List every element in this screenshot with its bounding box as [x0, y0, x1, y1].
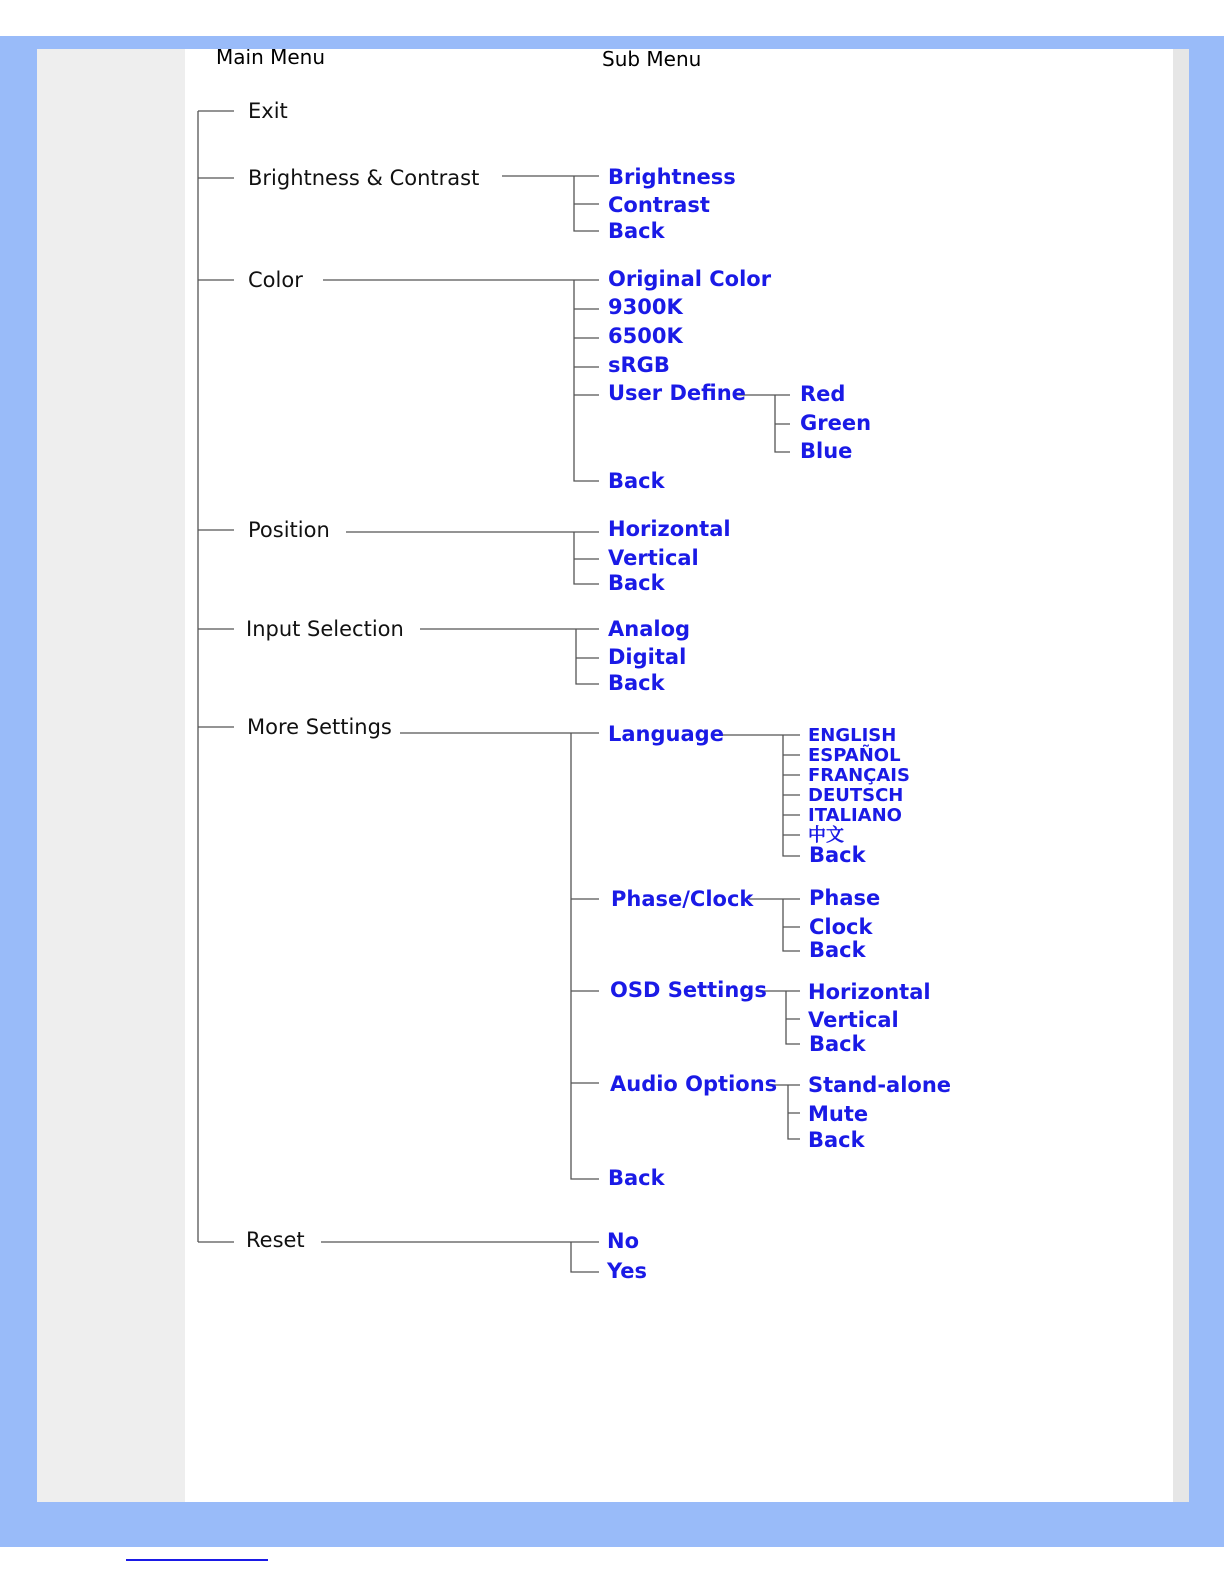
main-item-exit: Exit	[248, 99, 288, 123]
sub-item-back: Back	[608, 571, 665, 595]
sub-item-green: Green	[800, 411, 872, 435]
sub-item-osd-settings: OSD Settings	[610, 978, 767, 1002]
page-frame	[0, 36, 1224, 1547]
sub-item-9300k: 9300K	[608, 295, 683, 319]
sub-menu-header: Sub Menu	[602, 49, 702, 71]
sub-item-stand-alone: Stand-alone	[808, 1073, 952, 1097]
main-item-reset: Reset	[246, 1228, 305, 1252]
sub-item-back: Back	[608, 1166, 665, 1190]
content-page	[37, 49, 1189, 1502]
sub-item-audio-options: Audio Options	[610, 1072, 778, 1096]
sub-item-phase-clock: Phase/Clock	[611, 887, 754, 911]
sub-item-analog: Analog	[608, 617, 691, 641]
main-menu-header: Main Menu	[216, 49, 326, 69]
sub-item-clock: Clock	[809, 915, 873, 939]
sub-item-contrast: Contrast	[608, 193, 710, 217]
main-item-more-settings: More Settings	[247, 715, 392, 739]
sub-item-blue: Blue	[800, 439, 853, 463]
language-item-chinese: 中文	[808, 825, 844, 846]
language-item-italiano: ITALIANO	[808, 805, 902, 826]
sub-item-back: Back	[808, 1128, 865, 1152]
sub-item-brightness: Brightness	[608, 165, 736, 189]
sub-item-language: Language	[608, 722, 724, 746]
sub-item-6500k: 6500K	[608, 324, 683, 348]
language-item-espanol: ESPAÑOL	[808, 745, 901, 766]
sub-item-back: Back	[608, 219, 665, 243]
main-item-color: Color	[248, 268, 303, 292]
sub-item-digital: Digital	[608, 645, 687, 669]
sub-item-srgb: sRGB	[608, 353, 670, 377]
sub-item-back: Back	[608, 469, 665, 493]
sub-item-back: Back	[608, 671, 665, 695]
sub-item-user-define: User Define	[608, 381, 746, 405]
footer-link-underline[interactable]	[126, 1559, 268, 1561]
sub-item-yes: Yes	[607, 1259, 648, 1283]
sub-item-osd-vertical: Vertical	[808, 1008, 899, 1032]
language-item-back: Back	[809, 843, 866, 867]
sub-item-horizontal: Horizontal	[608, 517, 731, 541]
sub-item-vertical: Vertical	[608, 546, 699, 570]
sub-item-back: Back	[809, 1032, 866, 1056]
language-item-francais: FRANÇAIS	[808, 765, 910, 786]
language-item-english: ENGLISH	[808, 725, 897, 746]
sub-item-red: Red	[800, 382, 846, 406]
sub-item-original-color: Original Color	[608, 267, 772, 291]
sub-item-phase: Phase	[809, 886, 881, 910]
sub-item-mute: Mute	[808, 1102, 869, 1126]
osd-menu-tree-diagram	[37, 49, 1189, 1502]
sub-item-back: Back	[809, 938, 866, 962]
main-item-position: Position	[248, 518, 330, 542]
main-item-brightness-contrast: Brightness & Contrast	[248, 166, 480, 190]
language-item-deutsch: DEUTSCH	[808, 785, 904, 806]
main-item-input-selection: Input Selection	[246, 617, 404, 641]
sub-item-osd-horizontal: Horizontal	[808, 980, 931, 1004]
sub-item-no: No	[607, 1229, 640, 1253]
